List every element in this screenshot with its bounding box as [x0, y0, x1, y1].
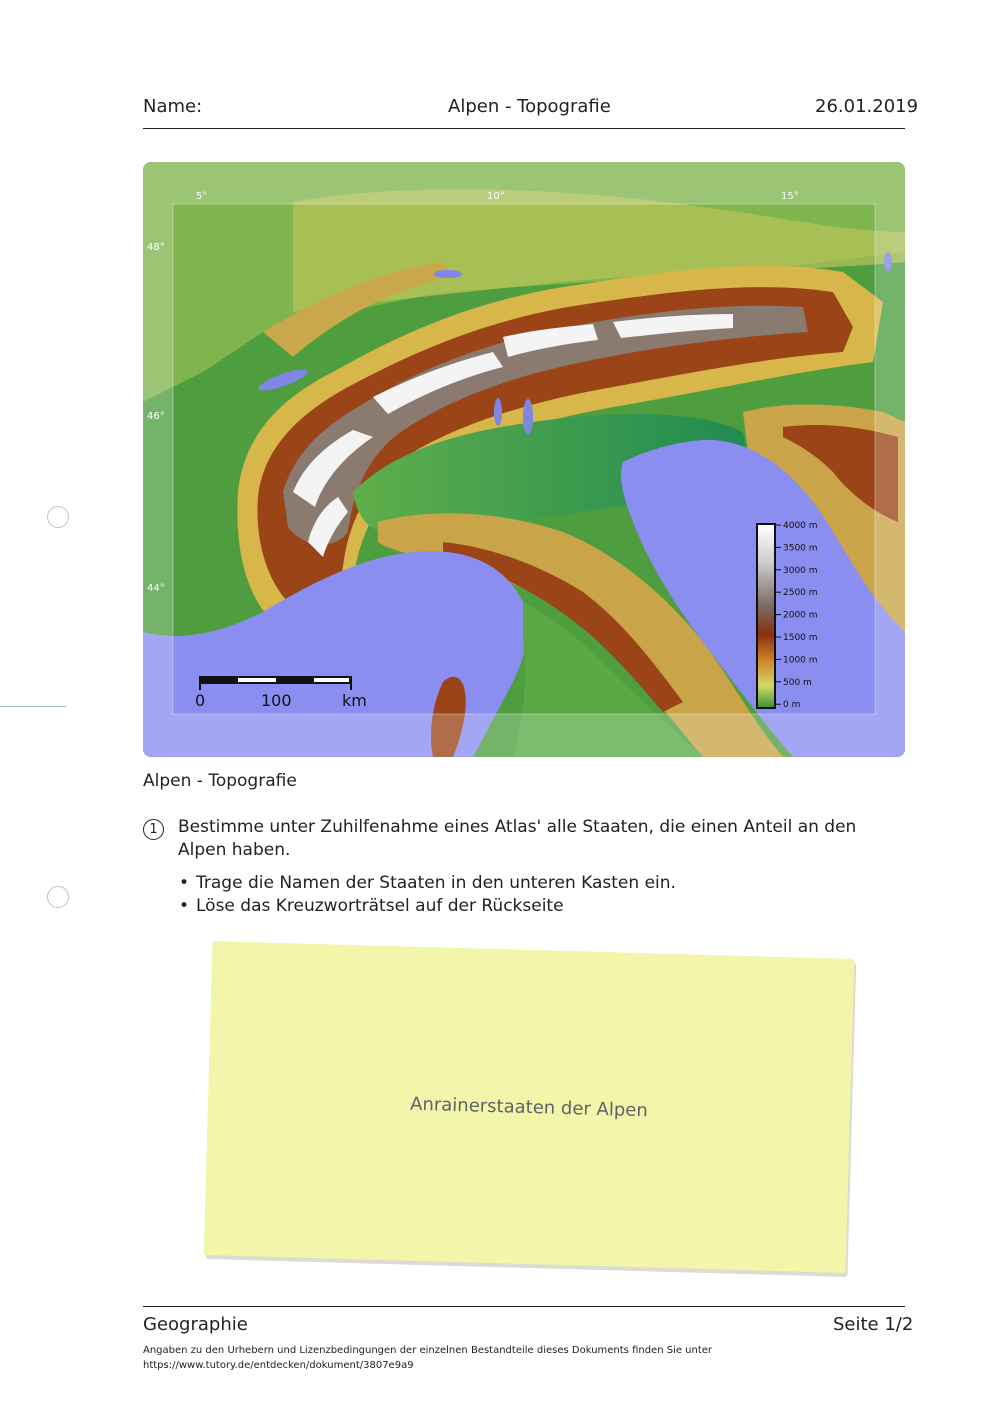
- date: 26.01.2019: [815, 96, 919, 117]
- task-bullet: Trage die Namen der Staaten in den unteren Kasten ein.: [196, 873, 676, 893]
- answer-note[interactable]: [204, 941, 855, 1273]
- header-rule: [143, 128, 905, 129]
- punch-hole: [47, 886, 69, 908]
- page-number: Seite 1/2: [833, 1314, 914, 1335]
- bullet-icon: •: [179, 873, 190, 893]
- fold-mark: [0, 706, 66, 707]
- punch-hole: [47, 506, 69, 528]
- scale-unit: km: [342, 691, 367, 710]
- legend-label: 3500 m: [783, 543, 818, 554]
- scale-start: 0: [195, 691, 206, 710]
- lon-label: 10°: [487, 191, 505, 202]
- note-label: Anrainerstaaten der Alpen: [409, 1093, 649, 1121]
- legend-label: 0 m: [783, 700, 801, 711]
- lon-label: 15°: [781, 191, 799, 202]
- lat-label: 44°: [147, 583, 165, 594]
- legend-label: 1000 m: [783, 655, 818, 666]
- legend-label: 4000 m: [783, 521, 818, 531]
- subject: Geographie: [143, 1314, 248, 1335]
- bullet-icon: •: [179, 896, 190, 916]
- license-link[interactable]: https://www.tutory.de/entdecken/dokument/3807e9a9: [143, 1360, 414, 1371]
- elevation-legend: [757, 521, 818, 710]
- task-text: Bestimme unter Zuhilfenahme eines Atlas' alle Staaten, die einen Anteil an den Alpen haben.: [178, 817, 857, 860]
- relief-map: [143, 162, 905, 757]
- map-caption: Alpen - Topografie: [143, 771, 297, 791]
- scale-mid: 100: [261, 691, 292, 710]
- lat-label: 46°: [147, 411, 165, 422]
- task-bullet: Löse das Kreuzworträtsel auf der Rückseite: [196, 896, 564, 916]
- page-title: Alpen - Topografie: [448, 96, 611, 117]
- footer-rule: [143, 1306, 905, 1307]
- task-number: 1: [143, 819, 164, 840]
- legend-label: 2000 m: [783, 610, 818, 621]
- name-label: Name:: [143, 96, 203, 117]
- legend-label: 3000 m: [783, 565, 818, 576]
- legend-label: 1500 m: [783, 633, 818, 643]
- legend-label: 2500 m: [783, 588, 818, 599]
- lon-label: 5°: [196, 191, 208, 202]
- lat-label: 48°: [147, 242, 165, 253]
- license-text: Angaben zu den Urhebern und Lizenzbedingungen der einzelnen Bestandteile dieses Dokuments finden Sie unter: [143, 1345, 713, 1356]
- legend-label: 500 m: [783, 677, 812, 688]
